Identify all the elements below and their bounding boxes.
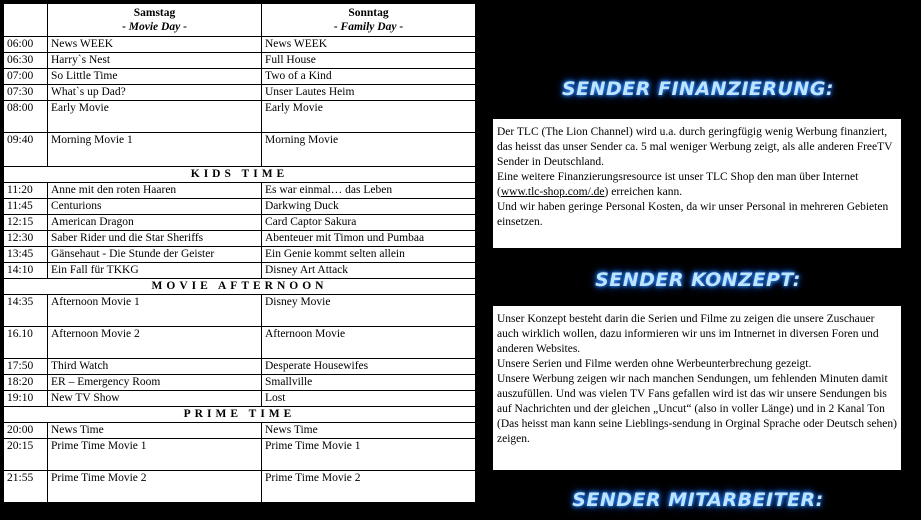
sunday-program: Disney Art Attack: [262, 263, 476, 279]
schedule-row: [4, 247, 476, 263]
finanzierung-text-after-link: ) erreichen kann.: [604, 186, 683, 198]
saturday-program: Anne mit den roten Haaren: [48, 183, 262, 199]
finanzierung-heading: SENDER FINANZIERUNG:: [561, 78, 835, 100]
konzept-paragraph-3: Unsere Werbung zeigen wir nach manchen Sendungen, um fehlenden Minuten damit auszufüllen. Und was vielen TV Fans gefallen wird ist das wir unsere Sendungen bis auf Nachrichten und der gleichen „Uncut“ (also in voller Länge) und in 2 Kanal Ton (Das heisst man kann seine Lieblings-sendung in Orginal Sprache oder Deutsch sehen) zeigen.: [497, 373, 897, 445]
sunday-program: Card Captor Sakura: [262, 215, 476, 231]
sunday-header: [262, 4, 476, 37]
saturday-program: News Time: [48, 423, 262, 439]
sunday-program: Early Movie: [262, 101, 476, 133]
time-cell: 18:20: [4, 375, 48, 391]
time-cell: 19:10: [4, 391, 48, 407]
time-cell: 20:00: [4, 423, 48, 439]
saturday-program: New TV Show: [48, 391, 262, 407]
sunday-program: Ein Genie kommt selten allein: [262, 247, 476, 263]
time-cell: 13:45: [4, 247, 48, 263]
time-cell: 12:30: [4, 231, 48, 247]
schedule-row: [4, 263, 476, 279]
time-cell: 17:50: [4, 359, 48, 375]
schedule-row: [4, 231, 476, 247]
sunday-program: Darkwing Duck: [262, 199, 476, 215]
tlc-shop-link[interactable]: www.tlc-shop.com/.de: [500, 186, 605, 198]
finanzierung-box: [493, 119, 901, 248]
finanzierung-text-before-link: Eine weitere Finanzierungsresource ist unser TLC Shop den man über Internet (: [497, 171, 859, 198]
saturday-program: Third Watch: [48, 359, 262, 375]
schedule-row: [4, 199, 476, 215]
time-cell: 12:15: [4, 215, 48, 231]
saturday-program: Morning Movie 1: [48, 133, 262, 167]
sunday-program: Smallville: [262, 375, 476, 391]
section-title: PRIME TIME: [4, 407, 476, 423]
time-cell: 07:30: [4, 85, 48, 101]
saturday-program: Prime Time Movie 1: [48, 439, 262, 471]
saturday-name: Samstag: [133, 7, 176, 19]
sunday-program: Abenteuer mit Timon und Pumbaa: [262, 231, 476, 247]
schedule-row: [4, 183, 476, 199]
time-cell: 09:40: [4, 133, 48, 167]
finanzierung-paragraph-1: Der TLC (The Lion Channel) wird u.a. durch geringfügig wenig Werbung finanziert, das heisst das unser Sender ca. 5 mal weniger Werbung zeigt, als alle anderen FreeTV Sender in Deutschland.: [497, 126, 893, 168]
schedule-row: [4, 375, 476, 391]
sunday-program: Desperate Housewifes: [262, 359, 476, 375]
time-cell: 07:00: [4, 69, 48, 85]
schedule-row: [4, 439, 476, 471]
finanzierung-paragraph-3: Und wir haben geringe Personal Kosten, da wir unser Personal in mehreren Gebieten einsetzen.: [497, 201, 889, 228]
time-header-cell: [4, 4, 48, 37]
sunday-program: Full House: [262, 53, 476, 69]
schedule-row: [4, 101, 476, 133]
saturday-program: Afternoon Movie 1: [48, 295, 262, 327]
schedule-header-row: [4, 4, 476, 37]
sunday-program: Afternoon Movie: [262, 327, 476, 359]
sunday-program: Disney Movie: [262, 295, 476, 327]
saturday-subtitle: - Movie Day -: [122, 21, 187, 33]
schedule-row: [4, 37, 476, 53]
saturday-program: So Little Time: [48, 69, 262, 85]
sunday-program: Lost: [262, 391, 476, 407]
finanzierung-paragraph-2: [497, 170, 897, 200]
saturday-program: Centurions: [48, 199, 262, 215]
sunday-program: Es war einmal… das Leben: [262, 183, 476, 199]
sunday-program: News WEEK: [262, 37, 476, 53]
section-title: MOVIE AFTERNOON: [4, 279, 476, 295]
saturday-program: Prime Time Movie 2: [48, 471, 262, 503]
time-cell: 08:00: [4, 101, 48, 133]
schedule-row: [4, 391, 476, 407]
schedule-row: [4, 423, 476, 439]
schedule-row: [4, 53, 476, 69]
schedule-row: [4, 215, 476, 231]
konzept-heading: SENDER KONZEPT:: [595, 269, 801, 291]
saturday-program: Saber Rider und die Star Sheriffs: [48, 231, 262, 247]
time-cell: 21:55: [4, 471, 48, 503]
schedule-row: [4, 69, 476, 85]
program-schedule-table: [3, 3, 476, 503]
saturday-program: News WEEK: [48, 37, 262, 53]
time-cell: 14:35: [4, 295, 48, 327]
time-cell: 16.10: [4, 327, 48, 359]
konzept-box: [493, 306, 901, 470]
sunday-program: Morning Movie: [262, 133, 476, 167]
saturday-program: Afternoon Movie 2: [48, 327, 262, 359]
schedule-body: [4, 4, 476, 503]
schedule-row: [4, 295, 476, 327]
section-row: [4, 279, 476, 295]
schedule-row: [4, 327, 476, 359]
sunday-name: Sonntag: [348, 7, 389, 19]
schedule-row: [4, 133, 476, 167]
saturday-program: American Dragon: [48, 215, 262, 231]
saturday-program: Early Movie: [48, 101, 262, 133]
sunday-program: Two of a Kind: [262, 69, 476, 85]
saturday-program: Ein Fall für TKKG: [48, 263, 262, 279]
saturday-header: [48, 4, 262, 37]
saturday-program: ER – Emergency Room: [48, 375, 262, 391]
time-cell: 14:10: [4, 263, 48, 279]
konzept-paragraph-2: Unsere Serien und Filme werden ohne Werbeunterbrechung gezeigt.: [497, 358, 812, 370]
section-title: KIDS TIME: [4, 167, 476, 183]
sunday-program: News Time: [262, 423, 476, 439]
section-row: [4, 167, 476, 183]
schedule-row: [4, 471, 476, 503]
mitarbeiter-heading: SENDER MITARBEITER:: [572, 489, 824, 511]
sunday-subtitle: - Family Day -: [333, 21, 404, 33]
saturday-program: What`s up Dad?: [48, 85, 262, 101]
time-cell: 06:30: [4, 53, 48, 69]
sunday-program: Unser Lautes Heim: [262, 85, 476, 101]
time-cell: 11:45: [4, 199, 48, 215]
konzept-paragraph-1: Unser Konzept besteht darin die Serien und Filme zu zeigen die unsere Zuschauer auch wirklich wollen, dazu informieren wir uns im Intnernet in diversen Foren und anderen Websites.: [497, 313, 879, 355]
schedule-row: [4, 85, 476, 101]
schedule-row: [4, 359, 476, 375]
saturday-program: Gänsehaut - Die Stunde der Geister: [48, 247, 262, 263]
sunday-program: Prime Time Movie 2: [262, 471, 476, 503]
time-cell: 06:00: [4, 37, 48, 53]
time-cell: 11:20: [4, 183, 48, 199]
time-cell: 20:15: [4, 439, 48, 471]
sunday-program: Prime Time Movie 1: [262, 439, 476, 471]
saturday-program: Harry`s Nest: [48, 53, 262, 69]
section-row: [4, 407, 476, 423]
